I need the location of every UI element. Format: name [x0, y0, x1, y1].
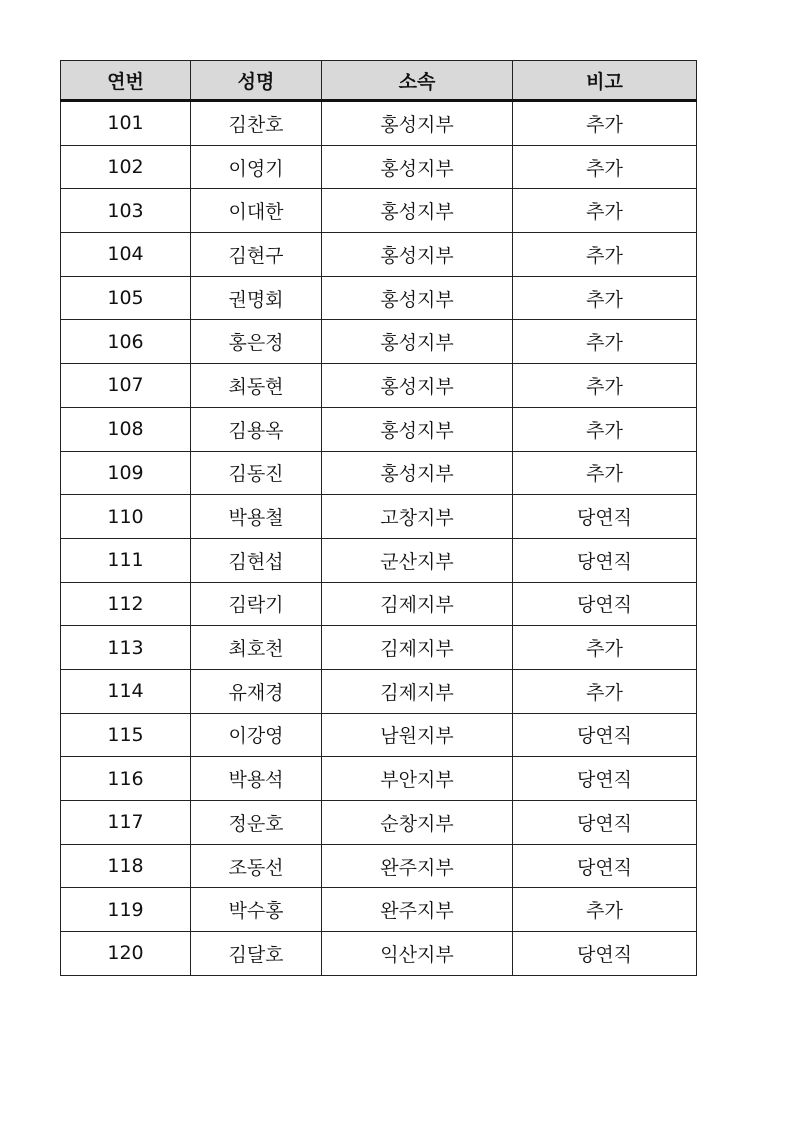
- cell-serial-number: 113: [61, 626, 191, 670]
- cell-serial-number: 111: [61, 538, 191, 582]
- cell-name: 이강영: [191, 713, 322, 757]
- table-row: [61, 451, 697, 495]
- cell-affiliation: 군산지부: [322, 538, 513, 582]
- table-row: [61, 233, 697, 277]
- cell-name: 박용철: [191, 495, 322, 539]
- cell-serial-number: 117: [61, 801, 191, 845]
- table-row: [61, 626, 697, 670]
- cell-remarks: 추가: [513, 145, 697, 189]
- cell-affiliation: 홍성지부: [322, 101, 513, 146]
- header-affiliation: 소속: [322, 61, 513, 101]
- cell-remarks: 추가: [513, 276, 697, 320]
- cell-serial-number: 120: [61, 932, 191, 976]
- cell-serial-number: 104: [61, 233, 191, 277]
- table-row: [61, 495, 697, 539]
- cell-affiliation: 완주지부: [322, 888, 513, 932]
- cell-name: 홍은정: [191, 320, 322, 364]
- table-row: [61, 189, 697, 233]
- cell-remarks: 추가: [513, 320, 697, 364]
- cell-name: 최동현: [191, 364, 322, 408]
- cell-remarks: 당연직: [513, 582, 697, 626]
- header-name: 성명: [191, 61, 322, 101]
- table-row: [61, 320, 697, 364]
- cell-serial-number: 114: [61, 669, 191, 713]
- cell-name: 김현섭: [191, 538, 322, 582]
- cell-affiliation: 부안지부: [322, 757, 513, 801]
- cell-affiliation: 김제지부: [322, 669, 513, 713]
- cell-affiliation: 홍성지부: [322, 320, 513, 364]
- cell-name: 최호천: [191, 626, 322, 670]
- table-body: [61, 101, 697, 976]
- cell-serial-number: 107: [61, 364, 191, 408]
- cell-remarks: 당연직: [513, 932, 697, 976]
- table-row: [61, 844, 697, 888]
- cell-remarks: 당연직: [513, 538, 697, 582]
- table-row: [61, 582, 697, 626]
- cell-remarks: 추가: [513, 364, 697, 408]
- table-row: [61, 757, 697, 801]
- cell-affiliation: 완주지부: [322, 844, 513, 888]
- cell-serial-number: 105: [61, 276, 191, 320]
- cell-name: 김현구: [191, 233, 322, 277]
- cell-serial-number: 115: [61, 713, 191, 757]
- cell-affiliation: 고창지부: [322, 495, 513, 539]
- cell-serial-number: 106: [61, 320, 191, 364]
- cell-affiliation: 홍성지부: [322, 451, 513, 495]
- cell-serial-number: 109: [61, 451, 191, 495]
- cell-affiliation: 홍성지부: [322, 233, 513, 277]
- cell-remarks: 추가: [513, 189, 697, 233]
- cell-serial-number: 102: [61, 145, 191, 189]
- cell-name: 박용석: [191, 757, 322, 801]
- header-remarks: 비고: [513, 61, 697, 101]
- table-row: [61, 538, 697, 582]
- cell-affiliation: 김제지부: [322, 626, 513, 670]
- table-row: [61, 669, 697, 713]
- cell-remarks: 추가: [513, 233, 697, 277]
- cell-serial-number: 108: [61, 407, 191, 451]
- table-row: [61, 145, 697, 189]
- cell-serial-number: 112: [61, 582, 191, 626]
- table-row: [61, 801, 697, 845]
- cell-affiliation: 홍성지부: [322, 276, 513, 320]
- cell-remarks: 당연직: [513, 713, 697, 757]
- cell-affiliation: 홍성지부: [322, 407, 513, 451]
- table-row: [61, 932, 697, 976]
- cell-remarks: 추가: [513, 626, 697, 670]
- cell-affiliation: 익산지부: [322, 932, 513, 976]
- cell-affiliation: 김제지부: [322, 582, 513, 626]
- cell-affiliation: 순창지부: [322, 801, 513, 845]
- cell-name: 박수홍: [191, 888, 322, 932]
- cell-remarks: 당연직: [513, 495, 697, 539]
- cell-name: 김찬호: [191, 101, 322, 146]
- cell-name: 조동선: [191, 844, 322, 888]
- cell-serial-number: 119: [61, 888, 191, 932]
- header-serial-number: 연번: [61, 61, 191, 101]
- table-row: [61, 101, 697, 146]
- cell-name: 권명회: [191, 276, 322, 320]
- table-row: [61, 407, 697, 451]
- cell-remarks: 추가: [513, 407, 697, 451]
- cell-serial-number: 110: [61, 495, 191, 539]
- member-table: [60, 60, 697, 976]
- table-row: [61, 888, 697, 932]
- cell-remarks: 당연직: [513, 757, 697, 801]
- cell-serial-number: 101: [61, 101, 191, 146]
- cell-name: 이대한: [191, 189, 322, 233]
- cell-serial-number: 116: [61, 757, 191, 801]
- cell-name: 정운호: [191, 801, 322, 845]
- cell-name: 이영기: [191, 145, 322, 189]
- cell-affiliation: 홍성지부: [322, 364, 513, 408]
- cell-name: 김동진: [191, 451, 322, 495]
- cell-remarks: 당연직: [513, 844, 697, 888]
- cell-name: 유재경: [191, 669, 322, 713]
- cell-serial-number: 118: [61, 844, 191, 888]
- table-row: [61, 276, 697, 320]
- cell-affiliation: 남원지부: [322, 713, 513, 757]
- table-row: [61, 713, 697, 757]
- cell-remarks: 추가: [513, 888, 697, 932]
- cell-remarks: 추가: [513, 669, 697, 713]
- table-row: [61, 364, 697, 408]
- cell-remarks: 추가: [513, 101, 697, 146]
- cell-remarks: 당연직: [513, 801, 697, 845]
- cell-name: 김달호: [191, 932, 322, 976]
- table-header-row: [61, 61, 697, 101]
- cell-name: 김용옥: [191, 407, 322, 451]
- cell-serial-number: 103: [61, 189, 191, 233]
- cell-remarks: 추가: [513, 451, 697, 495]
- cell-affiliation: 홍성지부: [322, 145, 513, 189]
- cell-affiliation: 홍성지부: [322, 189, 513, 233]
- cell-name: 김락기: [191, 582, 322, 626]
